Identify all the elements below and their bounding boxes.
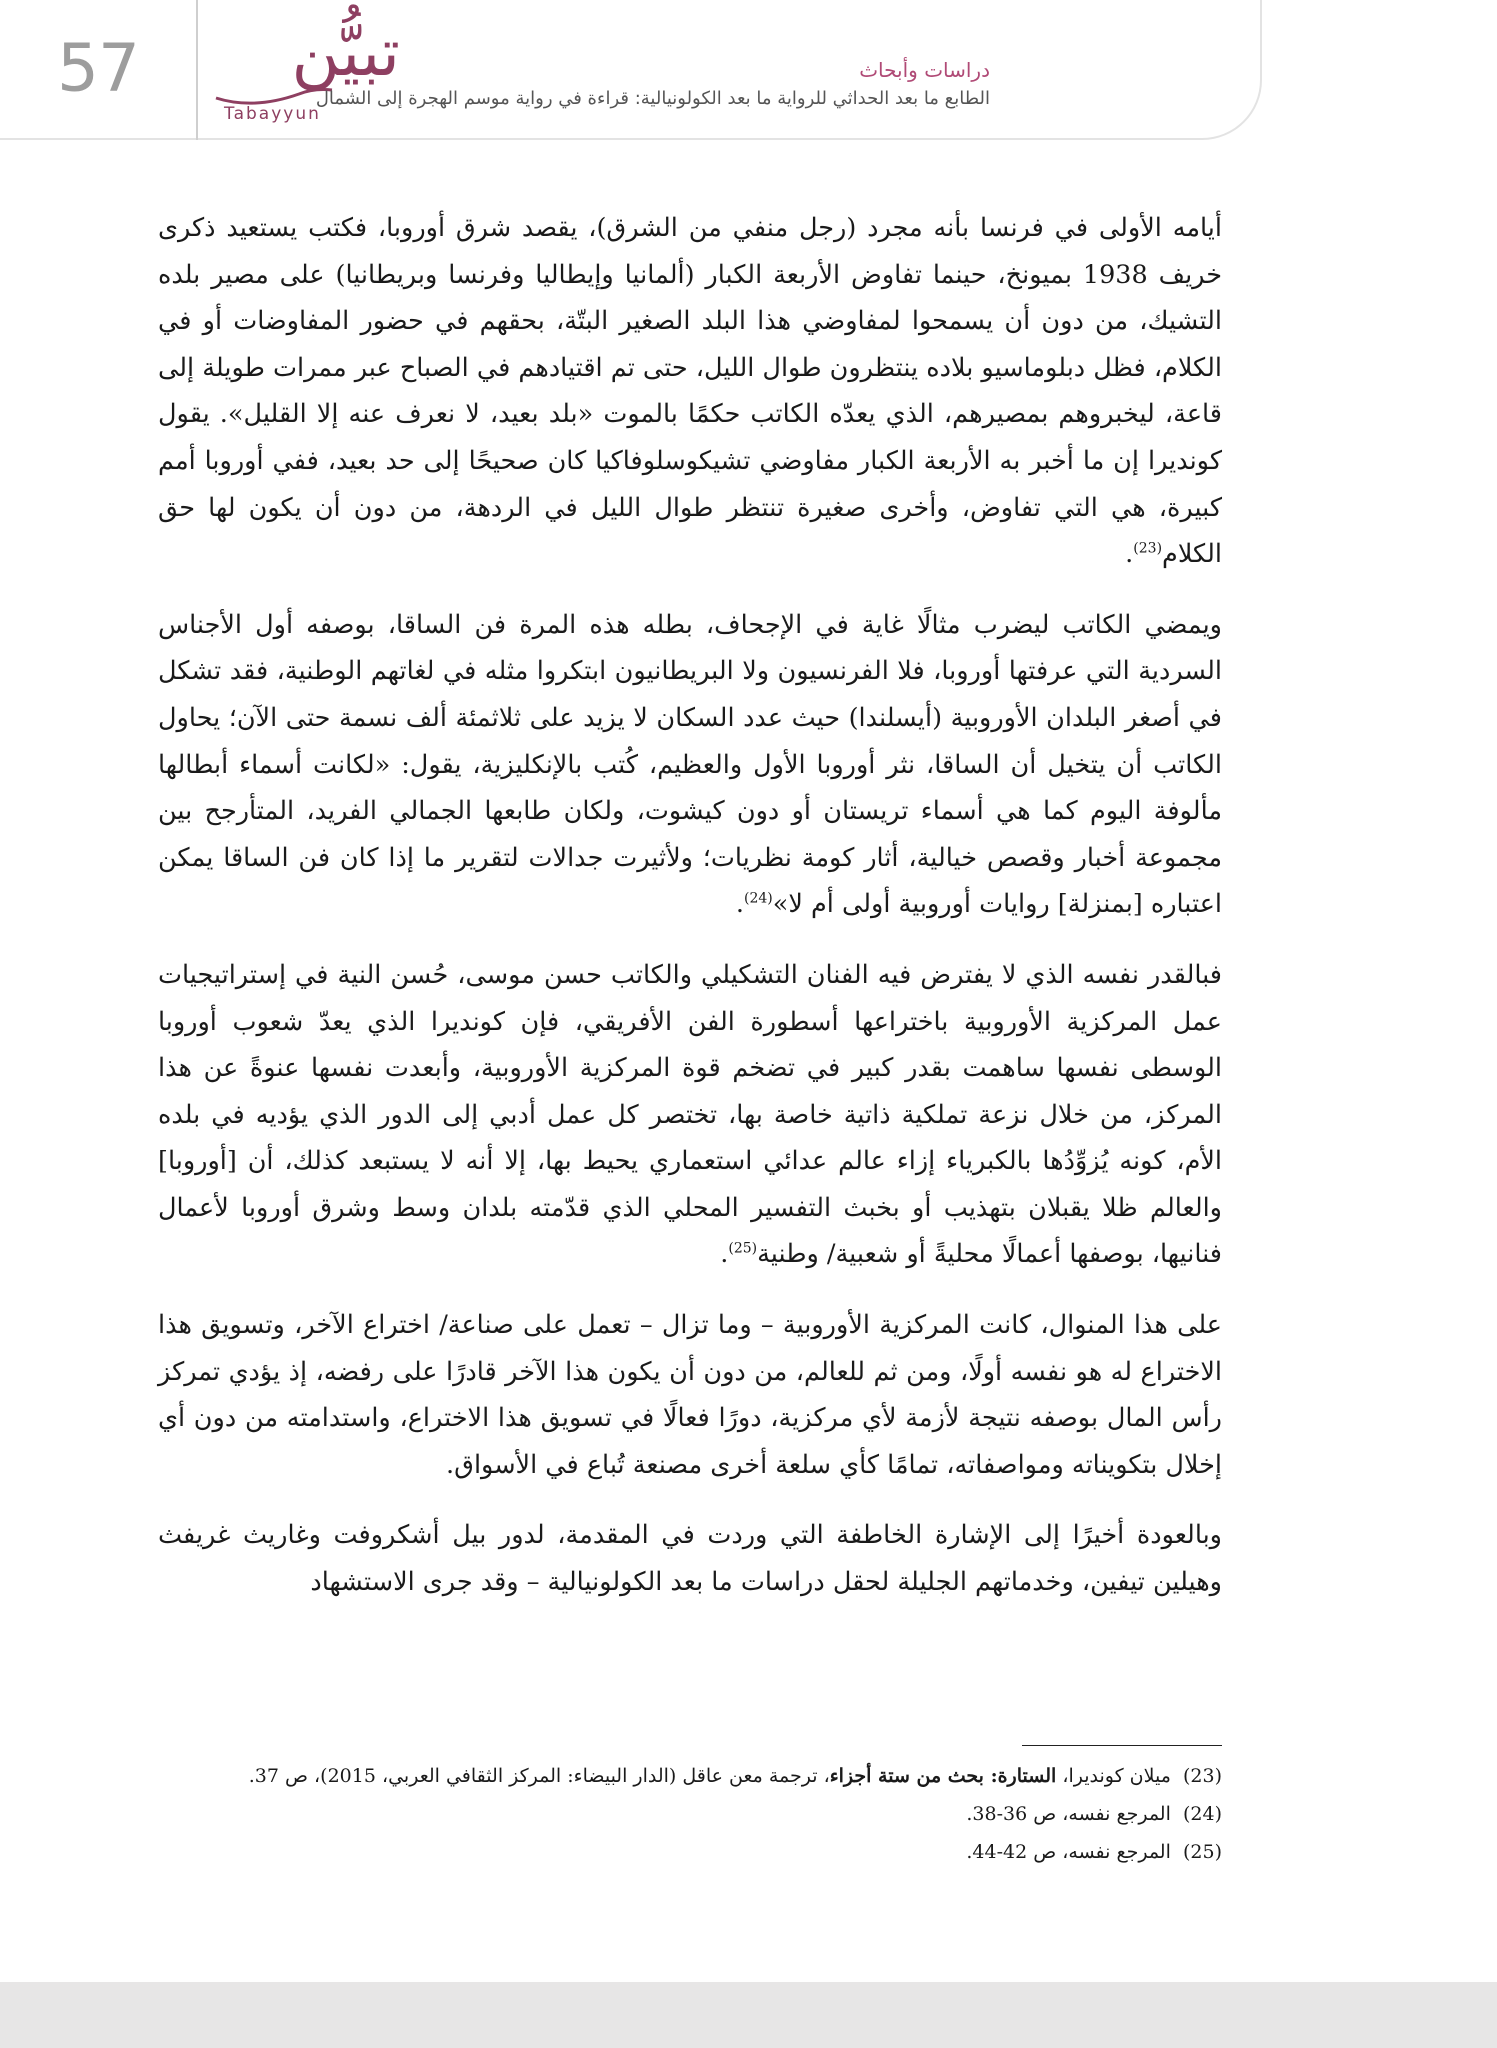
logo-latin-text: Tabayyun xyxy=(224,104,321,124)
header-divider xyxy=(196,0,198,140)
page-footer xyxy=(0,1982,1497,2048)
paragraph: وبالعودة أخيرًا إلى الإشارة الخاطفة التي وردت في المقدمة، لدور بيل أشكروفت وغاريث غريفث وهيلين تيفين، وخدماتهم الجليلة لحقل دراسات ما بعد الكولونيالية – وقد جرى الاستشهاد xyxy=(158,1520,1222,1598)
running-article-title: الطابع ما بعد الحداثي للرواية ما بعد الكولونيالية: قراءة في رواية موسم الهجرة إلى الشمال xyxy=(315,88,990,109)
footnote-ref[interactable]: (24) xyxy=(744,890,773,907)
page-header xyxy=(0,0,1262,140)
footnotes xyxy=(158,1757,1222,1871)
paragraph: فبالقدر نفسه الذي لا يفترض فيه الفنان التشكيلي والكاتب حسن موسى، حُسن النية في إستراتيجيات عمل المركزية الأوروبية باختراعها أسطورة الفن الأفريقي، فإن كونديرا الذي يعدّ شعوب أوروبا الوسطى نفسها ساهمت بقدر كبير في تضخم قوة المركزية الأوروبية، وأبعدت نفسها عنوةً عن هذا المركز، من خلال نزعة تملكية ذاتية خاصة بها، تختصر كل عمل أدبي إلى الدور الذي يؤديه في بلده الأم، كونه يُزوِّدُها بالكبرياء إزاء عالم عدائي استعماري يحيط بها، إلا أنه لا يستبعد كذلك، أن [أوروبا] والعالم ظلا يقبلان بتهذيب أو بخبث التفسير المحلي الذي قدّمته بلدان وسط وشرق أوروبا لأعمال فنانيها، بوصفها أعمالًا محليةً أو شعبية/ وطنية$^{(25)}$. xyxy=(158,959,1222,1270)
logo-arabic-text: تبيُّن xyxy=(291,14,400,91)
body-text xyxy=(158,205,1222,1630)
footnote-separator xyxy=(1022,1745,1222,1746)
footnote: (23) ميلان كونديرا، الستارة: بحث من ستة أجزاء، ترجمة معن عاقل (الدار البيضاء: المركز الثقافي العربي، 2015)، ص 37. xyxy=(248,1765,1222,1787)
section-title: دراسات وأبحاث xyxy=(859,58,990,82)
journal-logo xyxy=(214,14,404,130)
footnote-ref[interactable]: (25) xyxy=(728,1240,758,1257)
footnote-ref[interactable]: (23) xyxy=(1133,540,1163,557)
paragraph: على هذا المنوال، كانت المركزية الأوروبية – وما تزال – تعمل على صناعة/ اختراع الآخر، وتسويق هذا الاختراع له هو نفسه أولًا، ومن ثم للعالم، من دون أن يكون هذا الآخر قادرًا على رفضه، إذ يؤدي تمركز رأس المال بوصفه نتيجة لأزمة لأي مركزية، دورًا فعالًا في تسويق هذا الاختراع، واستدامته من دون أي إخلال بتكويناته ومواصفاته، تمامًا كأي سلعة أخرى مصنعة تُباع في الأسواق. xyxy=(158,1310,1222,1480)
footnote: (24) المرجع نفسه، ص 36-38. xyxy=(966,1803,1222,1825)
page-number: 57 xyxy=(57,29,139,107)
paragraph: أيامه الأولى في فرنسا بأنه مجرد (رجل منفي من الشرق)، يقصد شرق أوروبا، فكتب يستعيد ذكرى خريف 1938 بميونخ، حينما تفاوض الأربعة الكبار (ألمانيا وإيطاليا وفرنسا وبريطانيا) على مصير بلده التشيك، من دون أن يسمحوا لمفاوضي هذا البلد الصغير البتّة، بحقهم في حضور المفاوضات أو في الكلام، فظل دبلوماسيو بلاده ينتظرون طوال الليل، حتى تم اقتيادهم في الصباح عبر ممرات طويلة إلى قاعة، ليخبروهم بمصيرهم، الذي يعدّه الكاتب حكمًا بالموت «بلد بعيد، لا نعرف عنه إلا القليل». يقول كونديرا إن ما أخبر به الأربعة الكبار مفاوضي تشيكوسلوفاكيا كان صحيحًا إلى حد بعيد، ففي أوروبا أمم كبيرة، هي التي تفاوض، وأخرى صغيرة تنتظر طوال الليل في الردهة، من دون أن يكون لها حق الكلام$^{(23)}$. xyxy=(158,213,1222,570)
paragraph: ويمضي الكاتب ليضرب مثالًا غاية في الإجحاف، بطله هذه المرة فن الساقا، بوصفه أول الأجناس السردية التي عرفتها أوروبا، فلا الفرنسيون ولا البريطانيون ابتكروا مثله في لغاتهم الوطنية، فقد تشكل في أصغر البلدان الأوروبية (أيسلندا) حيث عدد السكان لا يزيد على ثلاثمئة ألف نسمة حتى الآن؛ يحاول الكاتب أن يتخيل أن الساقا، نثر أوروبا الأول والعظيم، كُتب بالإنكليزية، يقول: «لكانت أسماء أبطالها مألوفة اليوم كما هي أسماء تريستان أو دون كيشوت، ولكان طابعها الجمالي الفريد، المتأرجح بين مجموعة أخبار وقصص خيالية، أثار كومة نظريات؛ ولأثيرت جدالات لتقرير ما إذا كان فن الساقا يمكن اعتباره [بمنزلة] روايات أوروبية أولى أم لا»$^{(24)}$. xyxy=(158,609,1222,920)
footnote: (25) المرجع نفسه، ص 42-44. xyxy=(966,1841,1222,1863)
